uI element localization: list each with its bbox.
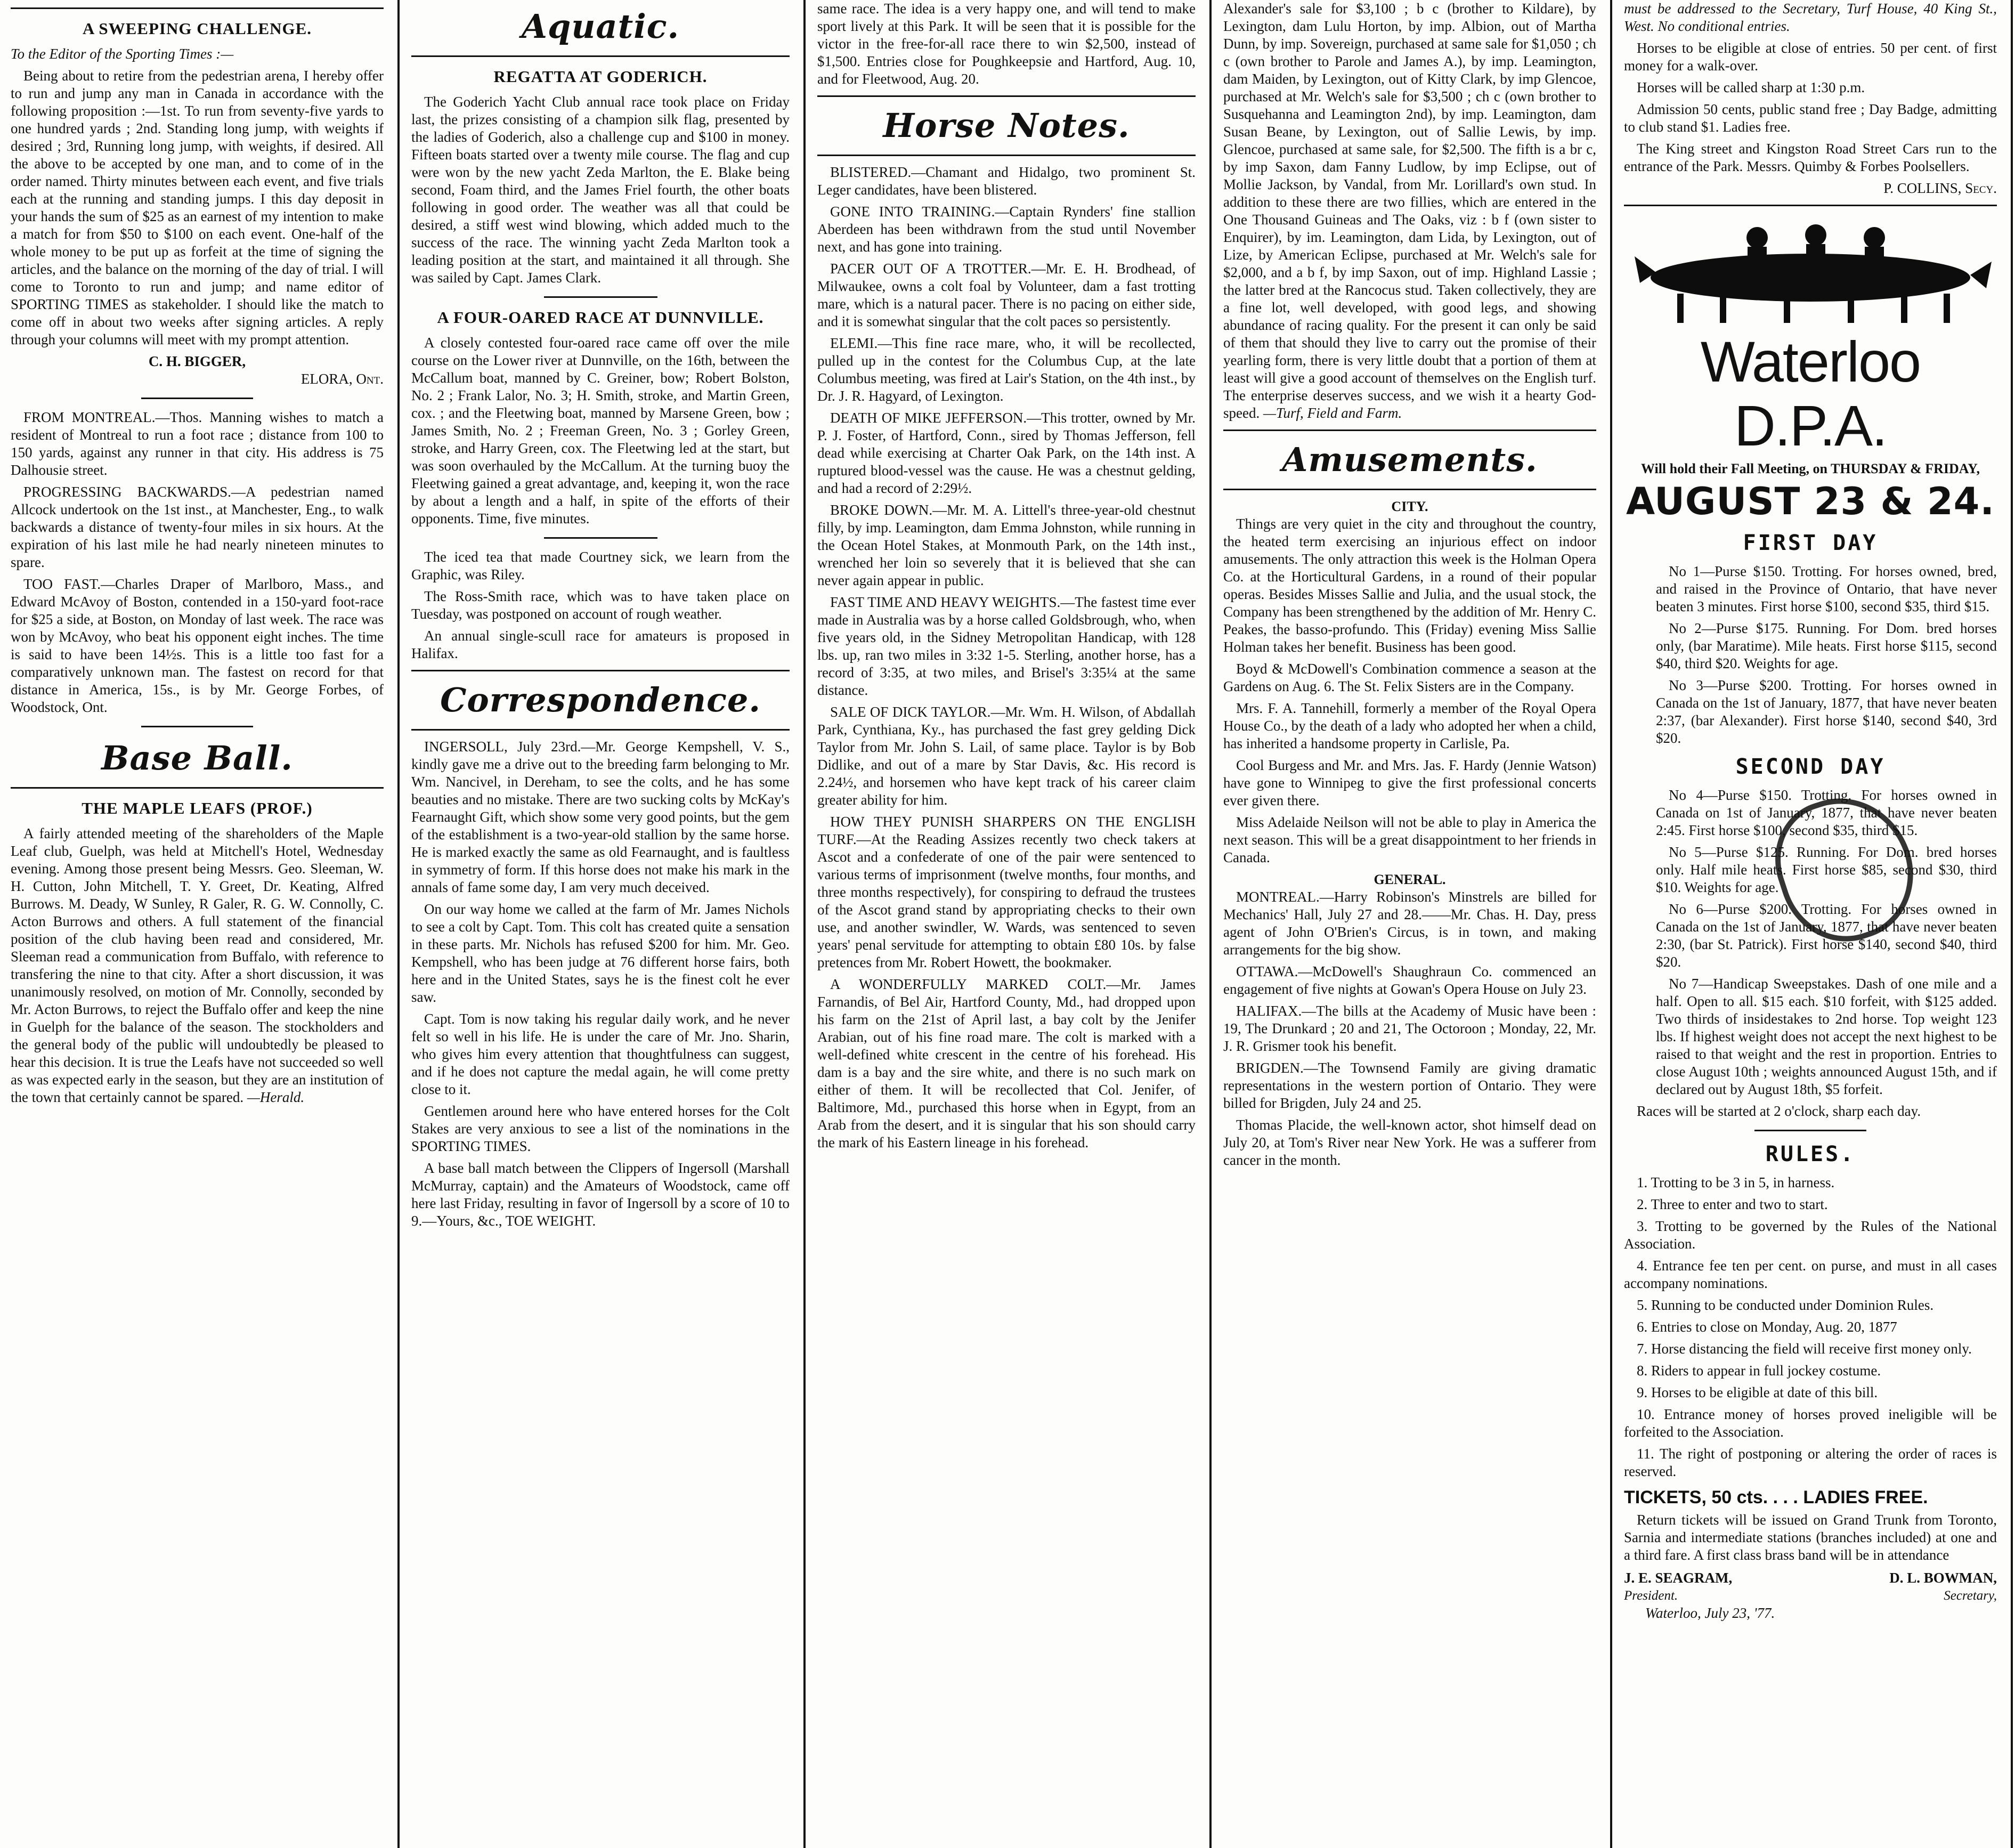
continued-text: Horses to be eligible at close of entries. 50 per cent. of first money for a walk-over. bbox=[1624, 40, 1997, 74]
city-para: Boyd & McDowell's Combination commence a season at the Gardens on Aug. 6. The St. Felix Sisters are in the Company. bbox=[1223, 661, 1596, 694]
horse-note: BROKE DOWN.—Mr. M. A. Littell's three-year-old chestnut filly, by imp. Leamington, dam Emma Johnston, while running in the Ocean Hotel Stakes, at Monmouth Park, on the 14th inst., wrenched her loin so severely that it is believed that she can never again appear in public. bbox=[817, 502, 1196, 588]
divider bbox=[1754, 1130, 1866, 1131]
ross-smith-item: The Ross-Smith race, which was to have taken place on Tuesday, was postponed on account of rough weather. bbox=[411, 588, 790, 622]
secretary-name: D. L. BOWMAN, bbox=[1889, 1570, 1997, 1586]
challenge-salutation: To the Editor of the Sporting Times :— bbox=[11, 46, 234, 62]
continued-text: Alexander's sale for $3,100 ; b c (brother to Kildare), by Lexington, dam Lulu Horton, by imp. Albion, out of Martha Dunn, by imp. Sovereign, purchased at same sale for $1,050 ; ch c (own brother to Parole and James A.), by imp. Leamington, dam Maiden, by Lexington, out of Kitty Clark, by imp Glencoe, purchased at Mr. Welch's sale for $3,500 ; ch c (own brother to Susquehanna and Leamington 2nd), by imp. Leamington, dam Susan Beane, by Lexington, out of Sallie Lewis, by imp. Glencoe, purchased at same sale, for $2,500. The fifth is a br c, by imp Saxon, dam Fanny Ludlow, by imp Eclipse, out of Mollie Jackson, by Vandal, from Mr. Lorillard's own stud. In addition to these there are two fillies, which are entered in the One Thousand Guineas and The Oaks, viz : b f (own sister to Enquirer), by im. Leamington, dam Lida, by Lexington, out of Lize, by American Eclipse, purchased at Mr. Welch's sale for $2,000, and a b f, by imp Saxon, out of imp. Highland Lassie ; the latter bred at the Rancocus stud. Taken collectively, they are a fine lot, well developed, with good legs, and showing abundance of racing quality. For the present it can only be said of them that should they live to carry out the promise of their yearling form, there is very little doubt that a portion of them at least will give a good account of themselves on the English turf. The enterprise deserves success, and we wish it a hearty God-speed. —Turf, Field and Farm. bbox=[1223, 1, 1596, 421]
challenge-signature: C. H. BIGGER, bbox=[148, 353, 246, 369]
horse-note: DEATH OF MIKE JEFFERSON.—This trotter, owned by Mr. P. J. Foster, of Hartford, Conn., sired by Thomas Jefferson, fell dead while exercising at Charter Oak Park, on the 14th inst. A ruptured blood-vessel was the cause. He was a chestnut gelding, and had a record of 2:29½. bbox=[817, 410, 1196, 496]
rules-list bbox=[1624, 1174, 1997, 1480]
rule-item: 9. Horses to be eligible at date of this bill. bbox=[1637, 1384, 1878, 1400]
race-entry: No 3—Purse $200. Trotting. For horses owned in Canada on the 1st of January, 1877, that have never beaten 2:37, (bar Alexander). First horse $140, second $40, 3rd $20. bbox=[1656, 677, 1997, 746]
correspondence-heading: Correspondence. bbox=[440, 680, 761, 719]
horse-note: BLISTERED.—Chamant and Hidalgo, two prominent St. Leger candidates, have been blistered. bbox=[817, 164, 1196, 198]
column-rule bbox=[397, 0, 400, 1848]
top-rule bbox=[11, 7, 384, 9]
divider bbox=[411, 55, 790, 57]
continued-text: same race. The idea is a very happy one, and will tend to make sport lively at this Park. It will be seen that it is possible for the victor in the free-for-all race there to win $2,500, instead of $1,500. Entries close for Poughkeepsie and Hartford, Aug. 10, and for Fleetwood, Aug. 20. bbox=[817, 1, 1196, 87]
dpa-intro: Will hold their Fall Meeting, on THURSDAY & FRIDAY, bbox=[1640, 461, 1980, 476]
rule-item: 11. The right of postponing or altering the order of races is reserved. bbox=[1624, 1446, 1997, 1479]
rule-item: 8. Riders to appear in full jockey costume. bbox=[1637, 1363, 1881, 1379]
rule-item: 3. Trotting to be governed by the Rules of the National Association. bbox=[1624, 1218, 1997, 1252]
column-4 bbox=[1213, 0, 1607, 1848]
maple-title: THE MAPLE LEAFS (PROF.) bbox=[82, 799, 313, 817]
correspondence-para: A base ball match between the Clippers of Ingersoll (Marshall McMurray, captain) and the Amateurs of Woodstock, came off here last Friday, resulting in favor of Ingersoll by a score of 10 to 9.—Yours, &c., TOE WEIGHT. bbox=[411, 1160, 790, 1229]
column-rule bbox=[2011, 0, 2013, 1848]
racing-horses-illustration bbox=[1624, 214, 1997, 326]
divider bbox=[544, 296, 657, 298]
general-para: MONTREAL.—Harry Robinson's Minstrels are billed for Mechanics' Hall, July 27 and 28.——Mr. Chas. H. Day, press agent of John O'Brien's Circus, is in town, and making arrangements for the big show. bbox=[1223, 889, 1596, 958]
city-para: Cool Burgess and Mr. and Mrs. Jas. F. Hardy (Jennie Watson) have gone to Winnipeg to give the first professional concerts ever given there. bbox=[1223, 757, 1596, 808]
second-day-races bbox=[1624, 787, 1997, 1098]
column-rule bbox=[803, 0, 806, 1848]
horse-note: A WONDERFULLY MARKED COLT.—Mr. James Farnandis, of Bel Air, Hartford County, Md., had dropped upon his farm on the 21st of April last, a bay colt by the Jenifer Arabian, out of his fine road mare. The colt is marked with a well-defined white crescent in the centre of his forehead. His dam is a bay and the sire white, and there is no such mark on either of them. It will be recollected that Col. Jenifer, of Baltimore, Md., purchased this horse when in Egypt, from an Arab from the desert, and it is singular that his son should carry the mark of his Eastern lineage in his forehead. bbox=[817, 976, 1196, 1150]
general-para: BRIGDEN.—The Townsend Family are giving dramatic representations in the western portion of Ontario. They were billed for Brigden, July 24 and 25. bbox=[1223, 1060, 1596, 1111]
rules-heading: RULES. bbox=[1765, 1142, 1856, 1166]
dunnville-title: A FOUR-OARED RACE AT DUNNVILLE. bbox=[437, 308, 764, 327]
general-para: OTTAWA.—McDowell's Shaughraun Co. commenced an engagement of five nights at Gowan's Opera House on July 23. bbox=[1223, 963, 1596, 997]
column-1 bbox=[0, 0, 394, 1848]
rule-item: 7. Horse distancing the field will receive first money only. bbox=[1637, 1341, 1972, 1357]
column-rule bbox=[1610, 0, 1612, 1848]
column-2 bbox=[401, 0, 800, 1848]
horse-note: GONE INTO TRAINING.—Captain Rynders' fine stallion Aberdeen has been withdrawn from the stud until November next, and has gone into training. bbox=[817, 204, 1196, 255]
rule-item: 5. Running to be conducted under Dominion Rules. bbox=[1637, 1297, 1934, 1313]
divider bbox=[411, 729, 790, 731]
correspondence-para: Gentlemen around here who have entered horses for the Colt Stakes are very anxious to see a list of the nominations in the SPORTING TIMES. bbox=[411, 1103, 790, 1154]
divider bbox=[141, 726, 253, 727]
continued-text: The King street and Kingston Road Street Cars run to the entrance of the Park. Messrs. Quimby & Forbes Poolsellers. bbox=[1624, 141, 1997, 174]
race-entry: No 1—Purse $150. Trotting. For horses owned, bred, and raised in the Province of Ontario, that have never beaten 3 minutes. First horse $100, second $35, third $15. bbox=[1656, 563, 1997, 614]
continued-text: Admission 50 cents, public stand free ; Day Badge, admitting to club stand $1. Ladies free. bbox=[1624, 101, 1997, 135]
correspondence-para: INGERSOLL, July 23rd.—Mr. George Kempshell, V. S., kindly gave me a drive out to the breeding farm belonging to Mr. Wm. Nancivel, in Dereham, to see the colts, and he has some beauties and no mistake. There are two sucking colts by McKay's Fearnaught Gift, which show some very good points, but the gem of the establishment is a two-year-old stallion by the same horse. He is marked exactly the same as old Fearnaught, and is faultless in symmetry of form. If this horse does not make his mark in the annals of fame some day, I am very much deceived. bbox=[411, 739, 790, 895]
column-rule bbox=[1209, 0, 1212, 1848]
continued-text: Horses will be called sharp at 1:30 p.m. bbox=[1637, 79, 1865, 95]
challenge-place: ELORA, Ont. bbox=[300, 371, 384, 387]
dunnville-body: A closely contested four-oared race came off over the mile course on the Lower river at Dunnville, on the 16th, between the McCallum boat, manned by C. Greiner, bow; Robert Bolston, No. 2 ; Frank Lalor, No. 3; H. Smith, stroke, and Martin Green, cox. ; and the Fleetwing boat, manned by Marsene Green, bow ; James Smith, No. 2 ; Freeman Green, No. 3 ; Gorley Green, stroke, and Harry Green, cox. The Fleetwing led at the start, but was soon overhauled by the McCallum. At the turning buoy the Fleetwing gained a great advantage, and, keeping it, won the race by about a length and a half, in spite of the efforts of their opponents. Time, five minutes. bbox=[411, 335, 790, 526]
officers-titles bbox=[1624, 1587, 1997, 1604]
second-day-heading: SECOND DAY bbox=[1735, 755, 1886, 779]
challenge-body: Being about to retire from the pedestrian arena, I hereby offer to run and jump any man in Canada in accordance with the following proposition :—1st. To run from seventy-five yards to one hundred yards ; 2nd. Standing long jump, with weights if desired ; 3rd, Running long jump, with weights, if desired. All the above to be accepted by one man, and to come of in the order named. Thirty minutes between each event, and five trials each at the running and standing jumps. I this day deposit in your hands the sum of $25 as an earnest of my intention to make a match for from $50 to $100 on each event. One-half of the whole money to be put up as forfeit at the time of signing the articles, and the balance on the morning of the day of trial. I will come to Toronto to run and jump; and name editor of SPORTING TIMES as stakeholder. I should like the match to come off in about two weeks after signing articles. A reply through your columns will meet with my prompt attention. bbox=[11, 68, 384, 347]
president-name: J. E. SEAGRAM, bbox=[1624, 1570, 1733, 1586]
rule-item: 1. Trotting to be 3 in 5, in harness. bbox=[1637, 1174, 1835, 1190]
race-entry: No 5—Purse $125. Running. For Dom. bred horses only. Half mile heats. First horse $85, second $30, third $10. Weights for age. bbox=[1656, 844, 1997, 895]
divider bbox=[411, 670, 790, 671]
horse-notes-heading: Horse Notes. bbox=[883, 106, 1130, 145]
continued-text: must be addressed to the Secretary, Turf House, 40 King St., West. No conditional entries. bbox=[1624, 1, 1997, 34]
officers-names bbox=[1624, 1569, 1997, 1587]
race-entry: No 2—Purse $175. Running. For Dom. bred horses only, (bar Maratime). Mile heats. First horse $115, second $40, third $20. Weights for age. bbox=[1656, 620, 1997, 671]
collins-signature: P. COLLINS, Secy. bbox=[1883, 180, 1997, 196]
divider bbox=[817, 95, 1196, 97]
race-entry: No 7—Handicap Sweepstakes. Dash of one mile and a half. Open to all. $15 each. $10 forfeit, with $125 added. Two thirds of insidestakes to 2nd horse. Top weight 123 lbs. If highest weight does not accept the next highest to be raised to that weight and the rest in proportion. Entries to close August 10th ; weights announced August 15th, and if declared out by August 18th, $5 forfeit. bbox=[1656, 976, 1997, 1097]
divider bbox=[11, 787, 384, 789]
rule-item: 2. Three to enter and two to start. bbox=[1637, 1196, 1828, 1212]
correspondence-para: On our way home we called at the farm of Mr. James Nichols to see a colt by Capt. Tom. This colt has created quite a sensation in these parts. Mr. Nichols has refused $200 for him. Mr. Geo. Kempshell, who has been judge at 76 different horse fairs, both here and in the United States, says he is the finest colt he ever saw. bbox=[411, 901, 790, 1005]
horse-note: PACER OUT OF A TROTTER.—Mr. E. H. Brodhead, of Milwaukee, owns a colt foal by Volunteer, dam a fast trotting mare, which is a natural pacer. There is no pacing on either side, and it is somewhat singular that the colt paces so persistently. bbox=[817, 261, 1196, 329]
montreal-item: FROM MONTREAL.—Thos. Manning wishes to match a resident of Montreal to run a foot race ; distance from 100 to 150 yards, against any runner in that city. His address is 75 Dalhousie street. bbox=[11, 409, 384, 478]
first-day-heading: FIRST DAY bbox=[1743, 531, 1878, 555]
city-para: Things are very quiet in the city and throughout the country, the heated term exercising an injurious effect on indoor amusements. The only attraction this week is the Holman Opera Co. at the Horticultural Gardens, in a round of their popular operas. Besides Misses Sallie and Julia, and the usual stock, the Company has been strengthened by the addition of Mr. Henry C. Peakes, the basso-profundo. This (Friday) evening Miss Sallie Holman takes her benefit. Business has been good. bbox=[1223, 516, 1596, 655]
horse-note: ELEMI.—This fine race mare, who, it will be recollected, pulled up in the contest for the Columbus Cup, at the late Columbus meeting, was fired at Lair's Station, on the 4th inst., by Dr. J. R. Hagyard, of Lexington. bbox=[817, 335, 1196, 404]
horse-note: FAST TIME AND HEAVY WEIGHTS.—The fastest time ever made in Australia was by a horse called Goldsbrough, who, when five years old, in the Sidney Metropolitan Handicap, with 128 lbs. up, ran two miles in 3:32 1-5. Sterling, another horse, has a record of 3:35, at two miles, and Brisel's 3:35¼ at the same distance. bbox=[817, 594, 1196, 698]
toofast-item: TOO FAST.—Charles Draper of Marlboro, Mass., and Edward McAvoy of Boston, contended in a 150-yard foot-race for $25 a side, at Boston, on Monday of last week. The race was won by McAvoy, who beat his opponent eight inches. The time is said to have been 14½s. This is a little too fast for a comparatively unknown man. The fastest on record for that distance in America, 15s., is by Mr. George Forbes, of Woodstock, Ont. bbox=[11, 576, 384, 715]
general-para: Thomas Placide, the well-known actor, shot himself dead on July 20, at Tom's River near New York. He was a sufferer from cancer in the month. bbox=[1223, 1117, 1596, 1168]
city-subhead: CITY. bbox=[1391, 499, 1428, 514]
rule-item: 10. Entrance money of horses proved ineligible will be forfeited to the Association. bbox=[1624, 1406, 1997, 1440]
divider bbox=[1223, 489, 1596, 490]
general-para: HALIFAX.—The bills at the Academy of Music have been : 19, The Drunkard ; 20 and 21, The Octoroon ; Monday, 22, Mr. J. R. Grismer took his benefit. bbox=[1223, 1003, 1596, 1054]
dateline: Waterloo, July 23, '77. bbox=[1645, 1605, 1775, 1621]
challenge-title: A SWEEPING CHALLENGE. bbox=[82, 19, 312, 38]
divider bbox=[1223, 429, 1596, 431]
divider bbox=[141, 398, 253, 399]
regatta-body: The Goderich Yacht Club annual race took place on Friday last, the prizes consisting of a champion silk flag, presented by the ladies of Goderich, also a challenge cup and $100 in money. Fifteen boats started over a twenty mile course. The flag and cup were won by the new yacht Zeda Marlton, the E. Blake being second, Foam third, and the James Friel fourth, the other boats following in good order. The weather was all that could be desired, a stiff west wind blowing, which added much to the success of the race. The winning yacht Zeda Marlton took a leading position at the start, and maintained it all through. She was sailed by Capt. James Clark. bbox=[411, 94, 790, 286]
divider bbox=[1624, 205, 1997, 206]
correspondence-para: Capt. Tom is now taking his regular daily work, and he never felt so well in his life. He is under the care of Mr. Jno. Sharin, who gives him every attention that thoughtfulness can suggest, and if he does not capture the medal again, he will come pretty close to it. bbox=[411, 1011, 790, 1097]
city-para: Mrs. F. A. Tannehill, formerly a member of the Royal Opera House Co., by the death of a lady who adopted her when a child, has inherited a handsome property in Carlisle, Pa. bbox=[1223, 700, 1596, 751]
general-subhead: GENERAL. bbox=[1374, 872, 1446, 887]
amusements-heading: Amusements. bbox=[1282, 440, 1538, 479]
maple-body: A fairly attended meeting of the shareholders of the Maple Leaf club, Guelph, was held at Mitchell's Hotel, Wednesday evening. Among those present being Messrs. Geo. Sleeman, W. H. Cutton, John Mitchell, T. Y. Greet, Dr. Keating, Alfred Burrows. M. Deady, W Sunley, R Galer, R. G. W. Connolly, C. Acton Burrows and others. A full statement of the financial position of the club having been read and considered, Mr. Sleeman read a communication from Buffalo, with reference to transfering the nine to that city. After a short discussion, it was unanimously resolved, on motion of Mr. Connolly, seconded by Mr. Acton Burrows, to reject the Buffalo offer and keep the nine in Guelph for the balance of the season. The stockholders and the general body of the public will undoubtedly be pleased to hear this decision. It is true the Leafs have not succeeded so well as was expected early in the season, but they are an institution of the town that certainly cannot be spared. —Herald. bbox=[11, 825, 384, 1105]
city-para: Miss Adelaide Neilson will not be able to play in America the next season. This will be a great disappointment to her friends in Canada. bbox=[1223, 814, 1596, 865]
secretary-title: Secretary, bbox=[1944, 1588, 1997, 1603]
tickets-line: TICKETS, 50 cts. . . . LADIES FREE. bbox=[1624, 1487, 1928, 1507]
rule-item: 4. Entrance fee ten per cent. on purse, and must in all cases accompany nominations. bbox=[1624, 1258, 1997, 1291]
regatta-title: REGATTA AT GODERICH. bbox=[493, 67, 708, 86]
iced-tea-item: The iced tea that made Courtney sick, we learn from the Graphic, was Riley. bbox=[411, 549, 790, 582]
race-entry: No 4—Purse $150. Trotting. For horses owned in Canada on 1st of January, 1877, that have never beaten 2:45. First horse $100, second $35, third $15. bbox=[1656, 787, 1997, 838]
divider bbox=[544, 537, 657, 539]
horse-note: SALE OF DICK TAYLOR.—Mr. Wm. H. Wilson, of Abdallah Park, Cynthiana, Ky., has purchased the fast grey gelding Dick Taylor from Mr. John S. Lail, of same place. Taylor is by Bob Didlike, and out of a mare by Star Davis, &c. His record is 2.24½, and horsemen who have kept track of his career claim greater ability for him. bbox=[817, 704, 1196, 808]
race-entry: No 6—Purse $200. Trotting. For horses owned in Canada on the 1st of January, 1877, that have never beaten 2:30, (bar St. Patrick). First horse $140, second $40, third $20. bbox=[1656, 901, 1997, 970]
aquatic-heading: Aquatic. bbox=[521, 7, 680, 46]
rule-item: 6. Entries to close on Monday, Aug. 20, 1877 bbox=[1637, 1319, 1897, 1335]
dpa-dates: AUGUST 23 & 24. bbox=[1626, 480, 1995, 523]
column-5-advertisement bbox=[1613, 0, 2008, 1848]
column-3 bbox=[807, 0, 1206, 1848]
dpa-title: Waterloo D.P.A. bbox=[1700, 329, 1921, 458]
baseball-heading: Base Ball. bbox=[101, 739, 293, 777]
halifax-item: An annual single-scull race for amateurs is proposed in Halifax. bbox=[411, 628, 790, 661]
horse-note: HOW THEY PUNISH SHARPERS ON THE ENGLISH TURF.—At the Reading Assizes recently two check takers at Ascot and a confederate of one of the pair were sentenced to various terms of imprisonment (twelve months, four months, and three months respectively), for conspiring to defraud the trustees of the Ascot grand stand by appropriating checks to their own use, and another swindler, W. Wards, was sentenced to seven years' penal servitude for attempting to obtain £80 10s. by false pretences from Mr. Robert Howett, the bookmaker. bbox=[817, 814, 1196, 970]
divider bbox=[817, 155, 1196, 156]
president-title: President. bbox=[1624, 1588, 1678, 1603]
races-start-note: Races will be started at 2 o'clock, sharp each day. bbox=[1637, 1103, 1921, 1119]
return-tickets-note: Return tickets will be issued on Grand Trunk from Toronto, Sarnia and intermediate stations (branches included) at one and a third fare. A first class brass band will be in attendance bbox=[1624, 1512, 1997, 1563]
backwards-item: PROGRESSING BACKWARDS.—A pedestrian named Allcock undertook on the 1st inst., at Manchester, Eng., to walk backwards a distance of twenty-four miles in six hours. At the expiration of his last mile he had nearly nineteen minutes to spare. bbox=[11, 484, 384, 570]
